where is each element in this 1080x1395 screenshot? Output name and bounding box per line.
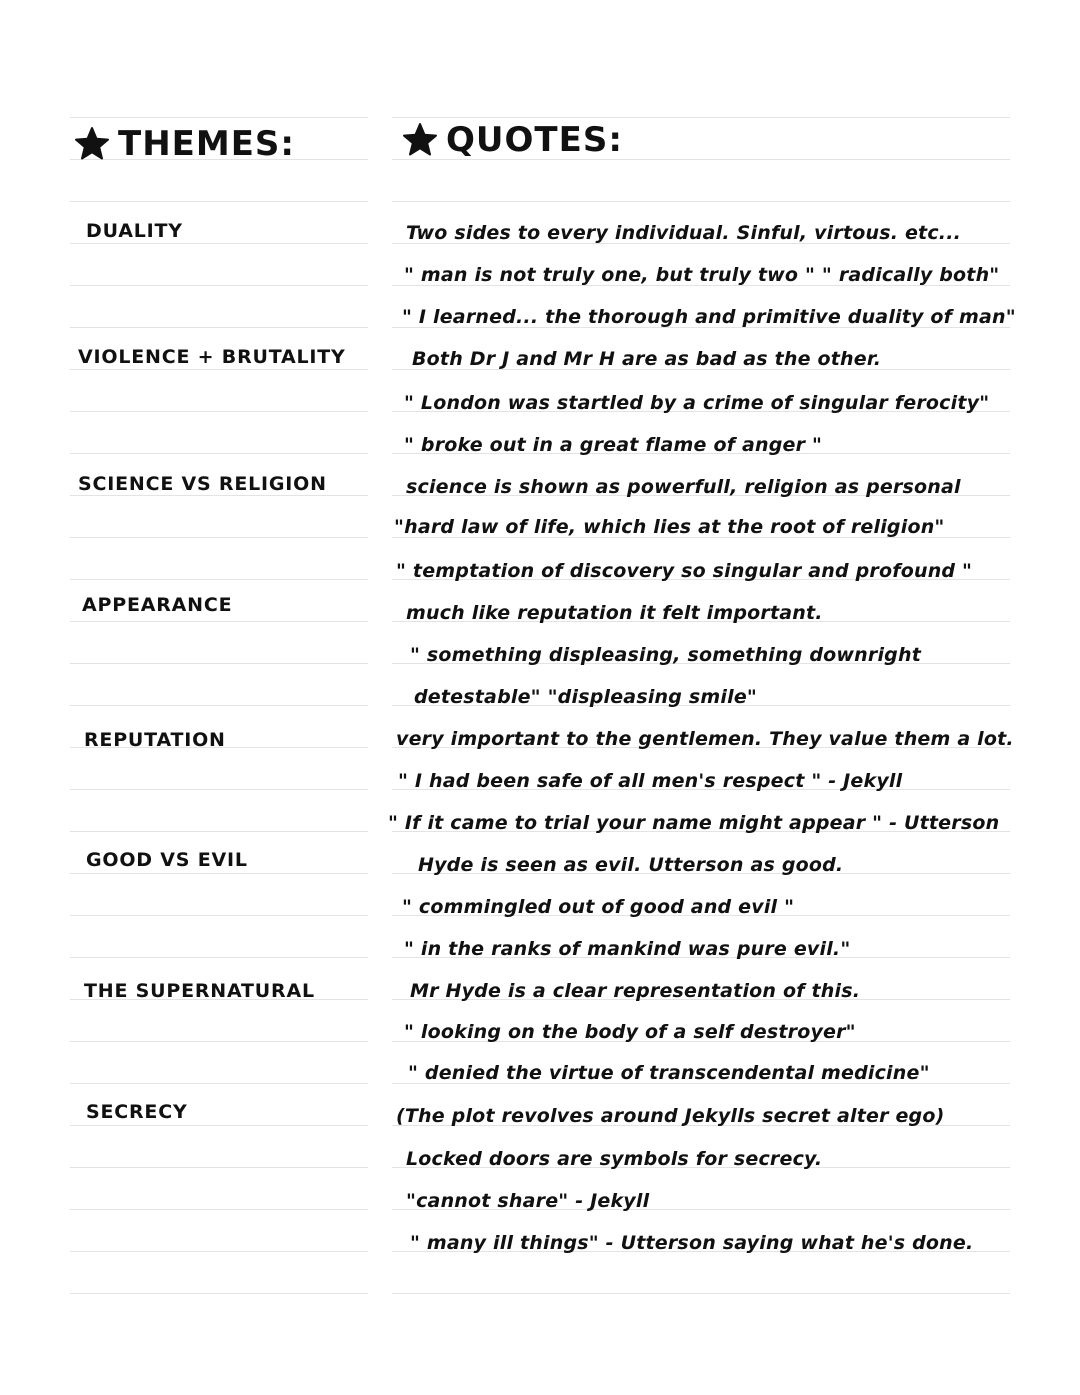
quote-line: very important to the gentlemen. They value them a lot. [396, 728, 1014, 750]
line [392, 117, 1010, 118]
quote-line: " in the ranks of mankind was pure evil." [404, 938, 851, 960]
quote-line: Both Dr J and Mr H are as bad as the other. [412, 348, 882, 370]
line [70, 789, 368, 790]
quote-line: (The plot revolves around Jekylls secret alter ego) [396, 1105, 945, 1127]
line [70, 1167, 368, 1168]
quote-line: " something displeasing, something downright [410, 644, 921, 666]
line [70, 1041, 368, 1042]
theme-label: APPEARANCE [82, 594, 233, 616]
quote-line: Locked doors are symbols for secrecy. [406, 1148, 823, 1170]
line [70, 957, 368, 958]
line [70, 831, 368, 832]
quote-line: " denied the virtue of transcendental medicine" [408, 1062, 930, 1084]
quote-line: Hyde is seen as evil. Utterson as good. [418, 854, 844, 876]
quotes-heading-text: QUOTES: [446, 120, 623, 160]
line [70, 1293, 368, 1294]
line [70, 453, 368, 454]
theme-label: SECRECY [86, 1101, 188, 1123]
themes-column [70, 0, 368, 1395]
quote-line: " temptation of discovery so singular and profound " [396, 560, 973, 582]
themes-heading [74, 124, 295, 164]
quote-line: " London was startled by a crime of singular ferocity" [404, 392, 990, 414]
line [70, 705, 368, 706]
line [70, 873, 368, 874]
line [70, 621, 368, 622]
quote-line: " looking on the body of a self destroyer" [404, 1021, 856, 1043]
line [70, 663, 368, 664]
line [70, 495, 368, 496]
quotes-heading [402, 120, 623, 160]
quote-line: detestable" "displeasing smile" [414, 686, 758, 708]
line [70, 327, 368, 328]
line [70, 117, 368, 118]
quote-line: " I had been safe of all men's respect " - Jekyll [398, 770, 903, 792]
quote-line: " If it came to trial your name might appear " - Utterson [388, 812, 1000, 834]
quote-line: " many ill things" - Utterson saying what he's done. [410, 1232, 974, 1254]
line [70, 243, 368, 244]
line [70, 285, 368, 286]
quote-line: " man is not truly one, but truly two " " radically both" [404, 264, 1000, 286]
star-icon [74, 126, 110, 162]
quote-line: " broke out in a great flame of anger " [404, 434, 823, 456]
quote-line: " I learned... the thorough and primitive duality of man" [402, 306, 1016, 328]
theme-label: THE SUPERNATURAL [84, 980, 315, 1002]
line [70, 411, 368, 412]
quote-line: "hard law of life, which lies at the root of religion" [394, 516, 945, 538]
line [392, 201, 1010, 202]
theme-label: DUALITY [86, 220, 183, 242]
line [70, 1209, 368, 1210]
quote-line: Two sides to every individual. Sinful, virtous. etc... [406, 222, 962, 244]
theme-label: REPUTATION [84, 729, 226, 751]
line [70, 579, 368, 580]
quote-line: " commingled out of good and evil " [402, 896, 795, 918]
star-icon [402, 122, 438, 158]
line [70, 1083, 368, 1084]
quote-line: science is shown as powerfull, religion as personal [406, 476, 961, 498]
line [70, 201, 368, 202]
quote-line: much like reputation it felt important. [406, 602, 823, 624]
line [70, 1125, 368, 1126]
theme-label: VIOLENCE + BRUTALITY [78, 346, 346, 368]
quote-line: Mr Hyde is a clear representation of this. [410, 980, 861, 1002]
line [70, 1251, 368, 1252]
theme-label: SCIENCE VS RELIGION [78, 473, 327, 495]
quote-line: "cannot share" - Jekyll [406, 1190, 650, 1212]
line [70, 537, 368, 538]
theme-label: GOOD VS EVIL [86, 849, 248, 871]
quotes-column [388, 0, 1016, 1395]
themes-heading-text: THEMES: [118, 124, 296, 164]
line [70, 915, 368, 916]
line [70, 369, 368, 370]
line [392, 1293, 1010, 1294]
